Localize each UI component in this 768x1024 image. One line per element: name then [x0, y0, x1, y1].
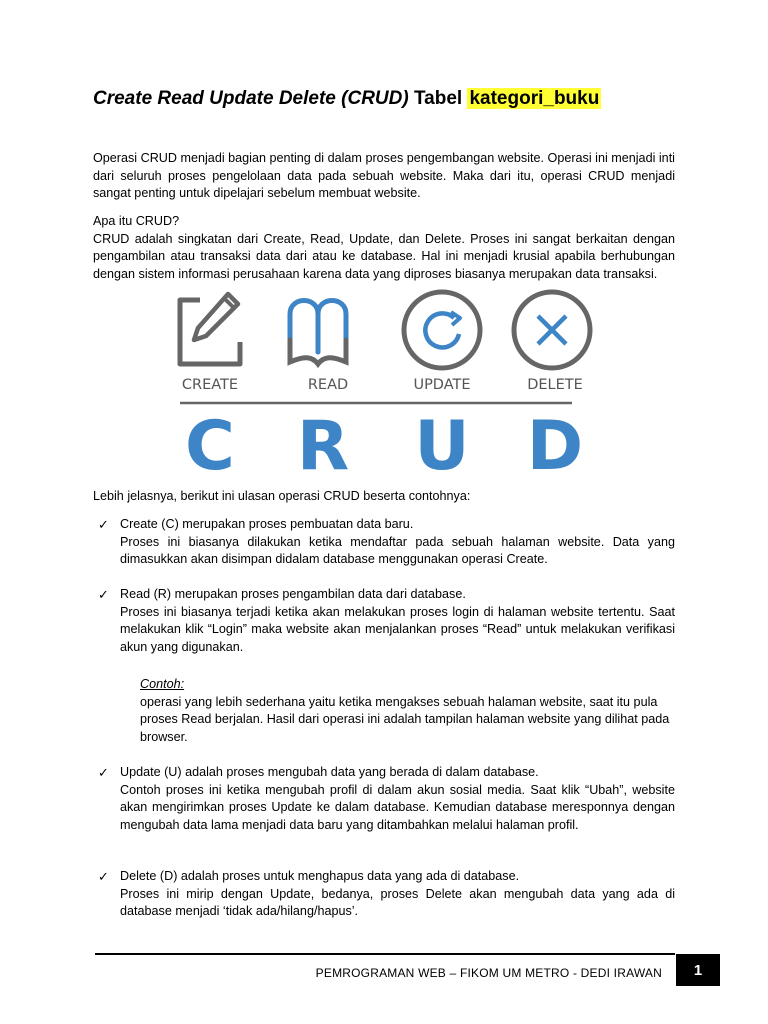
list-item-read	[98, 586, 675, 656]
item-head: Create (C) merupakan proses pembuatan data baru.	[120, 517, 414, 531]
check-icon: ✓	[98, 869, 109, 884]
page-number: 1	[676, 954, 720, 986]
footer-text: PEMROGRAMAN WEB – FIKOM UM METRO - DEDI IRAWAN	[315, 966, 662, 980]
footer-divider	[95, 953, 675, 955]
title-plain: Tabel	[408, 88, 468, 109]
what-is-answer: CRUD adalah singkatan dari Create, Read, Update, dan Delete. Proses ini sangat berkaitan dengan pengambilan atau transaksi data dari atau ke database. Hal ini menjadi krusial apabila berhubungan dengan sistem informasi perusahaan karena data yang diproses biasanya merupakan data transaksi.	[93, 231, 675, 281]
update-icon	[404, 292, 480, 368]
title-italic: Create Read Update Delete (CRUD)	[93, 88, 409, 109]
check-icon: ✓	[98, 765, 109, 780]
label-read: READ	[307, 377, 349, 393]
label-delete: DELETE	[527, 377, 583, 393]
check-icon: ✓	[98, 517, 109, 532]
crud-figure	[168, 286, 600, 476]
read-icon	[290, 301, 346, 353]
example-label: Contoh:	[140, 677, 185, 691]
page-title	[93, 88, 601, 110]
list-lead: Lebih jelasnya, berikut ini ulasan operasi CRUD beserta contohnya:	[93, 489, 471, 503]
example-block	[140, 676, 675, 746]
label-update: UPDATE	[413, 377, 471, 393]
create-icon	[180, 294, 240, 364]
delete-icon	[514, 292, 590, 368]
list-item-update	[98, 764, 675, 834]
item-body: Contoh proses ini ketika mengubah profil di dalam akun sosial media. Saat klik “Ubah”, website akan mengirimkan proses Update ke dalam database. Kemudian database meresponnya dengan mengubah data lama menjadi data baru yang ditambahkan melalui halaman profil.	[120, 782, 675, 832]
item-body: Proses ini mirip dengan Update, bedanya, proses Delete akan mengubah data yang ada di database menjadi ‘tidak ada/hilang/hapus’.	[120, 886, 675, 918]
check-icon: ✓	[98, 587, 109, 602]
letter-r: R	[296, 407, 350, 476]
letter-d: D	[526, 407, 584, 476]
item-head: Read (R) merupakan proses pengambilan data dari database.	[120, 587, 466, 601]
what-is-question: Apa itu CRUD?	[93, 214, 180, 228]
label-create: CREATE	[181, 377, 239, 393]
letter-u: U	[414, 407, 470, 476]
list-item-create	[98, 516, 675, 569]
item-body: Proses ini biasanya dilakukan ketika mendaftar pada sebuah halaman website. Data yang dimasukkan akan disimpan didalam database menggunakan operasi Create.	[120, 534, 675, 566]
crud-illustration	[168, 286, 600, 476]
what-is-section	[93, 213, 675, 283]
letter-c: C	[185, 407, 235, 476]
intro-paragraph: Operasi CRUD menjadi bagian penting di dalam proses pengembangan website. Operasi ini menjadi inti dari seluruh proses pengelolaan data pada sebuah website. Maka dari itu, operasi CRUD menjadi sangat penting untuk dipelajari sebelum membuat website.	[93, 151, 675, 200]
list-item-delete	[98, 868, 675, 921]
item-head: Delete (D) adalah proses untuk menghapus data yang ada di database.	[120, 869, 520, 883]
example-text: operasi yang lebih sederhana yaitu ketika mengakses sebuah halaman website, saat itu pula proses Read berjalan. Hasil dari operasi ini adalah tampilan halaman website yang dilihat pada browser.	[140, 694, 670, 744]
item-body: Proses ini biasanya terjadi ketika akan melakukan proses login di halaman website tertentu. Saat melakukan klik “Login” maka website akan menjalankan proses “Read” untuk melakukan verifikasi akun yang digunakan.	[120, 604, 675, 654]
title-highlight: kategori_buku	[469, 88, 600, 109]
item-head: Update (U) adalah proses mengubah data yang berada di dalam database.	[120, 765, 539, 779]
